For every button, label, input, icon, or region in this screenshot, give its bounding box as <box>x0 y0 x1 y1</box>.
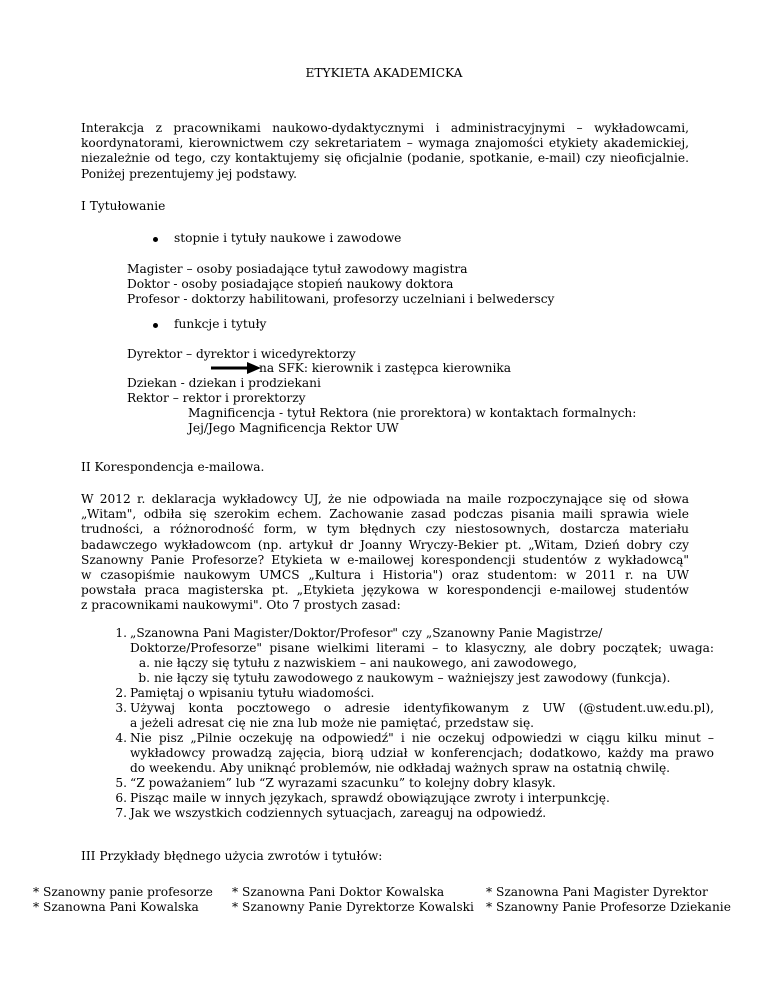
document-title: ETYKIETA AKADEMICKA <box>305 66 463 80</box>
text-line: Pisząc maile w innych językach, sprawdź obowiązujące zwroty i interpunkcję. <box>130 791 610 805</box>
sub-list-item <box>130 656 577 671</box>
text-line: do weekendu. Aby uniknąć problemów, nie odkładaj ważnych spraw na ostatnią chwilę. <box>130 761 671 776</box>
text-line: „Witam", odbiła się szerokim echem. Zachowanie zasad podczas pisania maili sprawia wiele <box>81 507 689 522</box>
function-dyrektor: Dyrektor – dyrektor i wicedyrektorzy <box>127 347 356 361</box>
list-number: 4. <box>115 731 127 745</box>
examples-column <box>486 885 731 915</box>
intro-paragraph <box>81 121 689 182</box>
list-number: 1. <box>115 626 127 640</box>
bullet-label: stopnie i tytuły naukowe i zawodowe <box>174 231 402 245</box>
section-heading-korespondencja: II Korespondencja e-mailowa. <box>81 460 265 474</box>
text-line: Poniżej prezentujemy jej podstawy. <box>81 166 298 181</box>
sub-list-text: nie łączy się tytułu zawodowego z naukowym – ważniejszy jest zawodowy (funkcja). <box>154 671 671 685</box>
text-line: niezależnie od tego, czy kontaktujemy się oficjalnie (podanie, spotkanie, e-mail) czy nieoficjalnie. <box>81 151 689 166</box>
text-line: Używaj konta pocztowego o adresie identyfikowanym z UW (@student.uw.edu.pl), <box>130 701 714 715</box>
function-rektor: Rektor – rektor i prorektorzy <box>127 391 306 405</box>
degree-magister: Magister – osoby posiadające tytuł zawodowy magistra <box>127 262 468 276</box>
text-line: Interakcja z pracownikami naukowo-dydaktycznymi i administracyjnymi – wykładowcami, <box>81 121 689 135</box>
examples-column <box>33 885 213 915</box>
list-number: 5. <box>115 776 127 790</box>
sub-list-letter: a. <box>138 656 150 670</box>
text-line: W 2012 r. deklaracja wykładowcy UJ, że nie odpowiada na maile rozpoczynające się od słowa <box>81 492 689 506</box>
example-item: * Szanowna Pani Kowalska <box>33 900 199 915</box>
function-magnificencja-example: Jej/Jego Magnificencja Rektor UW <box>188 421 399 435</box>
function-sfk: na SFK: kierownik i zastępca kierownika <box>259 361 512 375</box>
text-line: “Z poważaniem” lub “Z wyrazami szacunku” to kolejny dobry klasyk. <box>130 776 556 790</box>
text-line: w czasopiśmie naukowym UMCS „Kultura i Historia") oraz studentom: w 2011 r. na UW <box>81 568 689 583</box>
section-heading-tytulowanie: I Tytułowanie <box>81 199 166 213</box>
sub-list-item <box>130 671 670 686</box>
text-line: z pracownikami naukowymi". Oto 7 prostych zasad: <box>81 598 401 613</box>
text-line: Doktorze/Profesorze" pisane wielkimi literami – to klasyczny, ale dobry początek; uwaga: <box>130 641 714 656</box>
example-item: * Szanowny panie profesorze <box>33 885 213 899</box>
list-number: 2. <box>115 686 127 700</box>
text-line: „Szanowna Pani Magister/Doktor/Profesor" czy „Szanowny Panie Magistrze/ <box>130 626 603 640</box>
bullet-icon <box>153 323 158 328</box>
section-heading-przyklady: III Przykłady błędnego użycia zwrotów i tytułów: <box>81 849 383 863</box>
example-item: * Szanowna Pani Doktor Kowalska <box>232 885 445 899</box>
right-arrow-icon <box>211 362 261 374</box>
degree-profesor: Profesor - doktorzy habilitowani, profesorzy uczelniani i belwederscy <box>127 292 555 306</box>
text-line: trudności, a różnorodność form, w tym błędnych czy niestosownych, dostarcza materiału <box>81 522 689 537</box>
bullet-icon <box>153 237 158 242</box>
bullet-label: funkcje i tytuły <box>174 317 267 331</box>
email-paragraph <box>81 492 689 614</box>
function-dziekan: Dziekan - dziekan i prodziekani <box>127 376 321 390</box>
text-line: powstała praca magisterska pt. „Etykieta językowa w korespondencji e-mailowej studentów <box>81 583 689 598</box>
degree-doktor: Doktor - osoby posiadające stopień naukowy doktora <box>127 277 454 291</box>
sub-list-letter: b. <box>138 671 150 685</box>
sub-list-text: nie łączy się tytułu z nazwiskiem – ani naukowego, ani zawodowego, <box>154 656 578 670</box>
function-magnificencja: Magnificencja - tytuł Rektora (nie prorektora) w kontaktach formalnych: <box>188 406 637 420</box>
text-line: a jeżeli adresat cię nie zna lub może nie pamiętać, przedstaw się. <box>130 716 535 731</box>
example-item: * Szanowna Pani Magister Dyrektor <box>486 885 708 899</box>
examples-column <box>232 885 474 915</box>
text-line: Jak we wszystkich codziennych sytuacjach, zareaguj na odpowiedź. <box>130 806 547 820</box>
text-line: wykładowcy prowadzą zajęcia, biorą udział w konferencjach; dodatkowo, każdy ma prawo <box>130 746 714 761</box>
text-line: badawczego wykładowcom (np. artykuł dr Joanny Wryczy-Bekier pt. „Witam, Dzień dobry czy <box>81 537 689 552</box>
list-number: 3. <box>115 701 127 715</box>
example-item: * Szanowny Panie Profesorze Dziekanie <box>486 900 731 915</box>
list-number: 6. <box>115 791 127 805</box>
list-number: 7. <box>115 806 127 820</box>
example-item: * Szanowny Panie Dyrektorze Kowalski <box>232 900 474 915</box>
text-line: Szanowny Panie Profesorze? Etykieta w e-mailowej korespondencji studentów z wykładowcą" <box>81 552 689 567</box>
text-line: koordynatorami, kierownictwem czy sekretariatem – wymaga znajomości etykiety akademickiej, <box>81 136 689 151</box>
text-line: Nie pisz „Pilnie oczekuję na odpowiedź" i nie oczekuj odpowiedzi w ciągu kilku minut – <box>130 731 714 745</box>
text-line: Pamiętaj o wpisaniu tytułu wiadomości. <box>130 686 375 700</box>
